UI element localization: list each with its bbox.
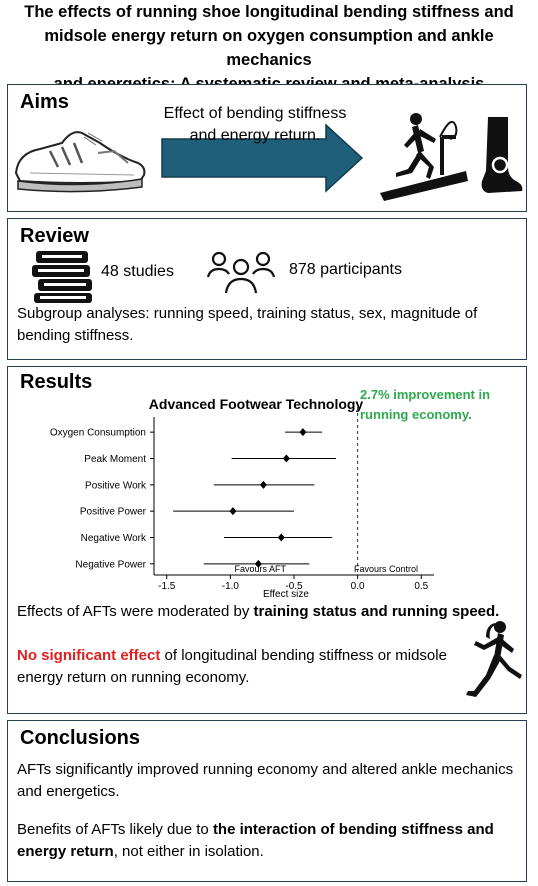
subgroup-text xyxy=(17,303,522,347)
studies-count: 48 studies xyxy=(101,263,174,280)
moderated-text xyxy=(17,601,522,623)
callout-line-1: 2.7% improvement in xyxy=(360,387,491,402)
conclusions-text-2 xyxy=(17,819,522,863)
moderated-prefix: Effects of AFTs were moderated by xyxy=(17,603,254,620)
title-line-2: midsole energy return on oxygen consumption and ankle mechanics xyxy=(44,27,494,69)
subgroup-line-2: bending stiffness. xyxy=(17,327,134,344)
moderated-bold: training status and running speed. xyxy=(253,603,500,620)
conclusions-line-3-prefix: Benefits of AFTs likely due to xyxy=(17,821,213,838)
callout-line-2: running economy. xyxy=(360,407,472,422)
title-line-1: The effects of running shoe longitudinal bending stiffness and xyxy=(24,3,514,21)
estimate-point xyxy=(278,534,285,542)
conclusions-line-2: and energetics. xyxy=(17,783,120,800)
estimate-point xyxy=(229,507,236,515)
x-tick-label: -0.5 xyxy=(285,581,303,592)
estimate-point xyxy=(260,481,267,489)
books-icon xyxy=(30,249,96,303)
x-tick-label: -1.5 xyxy=(158,581,176,592)
arrow-label-line-2: and energy return. xyxy=(189,127,321,144)
conclusions-line-3-bold: the interaction of bending stiffness and xyxy=(212,821,494,838)
improvement-callout xyxy=(360,385,490,425)
subgroup-line-1: Subgroup analyses: running speed, training status, sex, magnitude of xyxy=(17,305,478,322)
participants-count: 878 participants xyxy=(289,261,402,278)
x-tick-label: 0.0 xyxy=(350,581,365,592)
estimate-point xyxy=(283,455,290,463)
no-significant-rest: of longitudinal bending stiffness or midsole xyxy=(160,647,447,664)
conclusions-heading: Conclusions xyxy=(20,727,141,749)
category-label: Peak Moment xyxy=(84,454,146,465)
no-significant-line-2: energy return on running economy. xyxy=(17,669,250,686)
conclusions-panel xyxy=(7,720,527,882)
conclusions-text-1 xyxy=(17,759,522,803)
favours-aft-label: Favours AFT xyxy=(234,564,286,574)
no-significant-text xyxy=(17,645,462,689)
running-shoe-icon xyxy=(10,123,148,195)
runner-woman-icon xyxy=(464,619,528,701)
favours-control-label: Favours Control xyxy=(354,564,419,574)
estimate-point xyxy=(299,428,306,436)
no-significant-red: No significant effect xyxy=(17,647,161,664)
category-label: Oxygen Consumption xyxy=(49,427,146,439)
aims-heading: Aims xyxy=(20,91,69,113)
conclusions-line-4-rest: , not either in isolation. xyxy=(113,843,264,860)
x-axis-label: Effect size xyxy=(263,589,309,600)
results-panel xyxy=(7,366,527,714)
people-group-icon xyxy=(206,247,276,295)
category-label: Positive Work xyxy=(85,480,146,492)
ankle-foot-icon xyxy=(478,115,526,197)
category-label: Positive Power xyxy=(79,506,146,518)
conclusions-line-1: AFTs significantly improved running economy and altered ankle mechanics xyxy=(17,761,514,778)
chart-title: Advanced Footwear Technology xyxy=(148,396,364,412)
arrow-label xyxy=(136,103,374,147)
x-tick-label: 0.5 xyxy=(414,581,429,592)
review-heading: Review xyxy=(20,225,89,247)
x-tick-label: -1.0 xyxy=(221,581,239,592)
page-title xyxy=(0,0,538,96)
conclusions-line-4-bold: energy return xyxy=(17,843,114,860)
review-panel xyxy=(7,218,527,360)
arrow-label-line-1: Effect of bending stiffness xyxy=(163,105,347,122)
aims-panel xyxy=(7,84,527,212)
results-heading: Results xyxy=(20,371,93,393)
category-label: Negative Power xyxy=(75,559,146,571)
treadmill-runner-icon xyxy=(378,107,470,203)
category-label: Negative Work xyxy=(80,533,146,544)
